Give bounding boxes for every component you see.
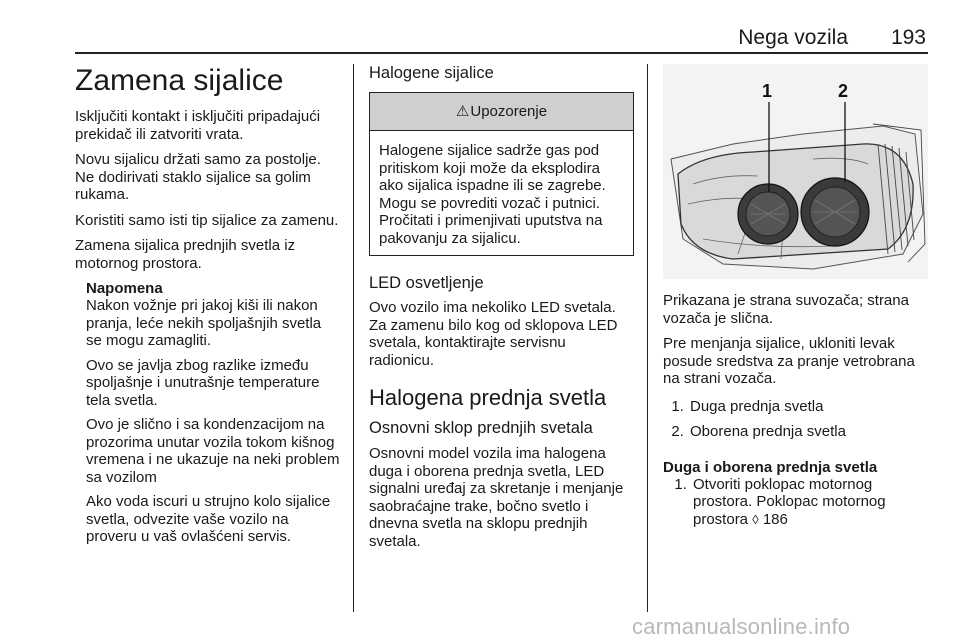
callout-list (663, 398, 928, 441)
watermark: carmanualsonline.info (632, 614, 851, 639)
page-reference-icon: ◊ (752, 511, 759, 527)
paragraph: Ovo vozilo ima nekoliko LED svetala. Za zamenu bilo kog od sklopova LED svetala, kontaktirajte servisnu radionicu. (369, 299, 618, 369)
headlamp-figure (663, 64, 928, 279)
procedure-step (691, 476, 928, 529)
warning-body (370, 131, 633, 255)
paragraph: Pre menjanja sijalice, ukloniti levak posude sredstva za pranje vetrobrana na strani vozača. (663, 335, 915, 387)
page-reference-link[interactable]: 186 (762, 510, 788, 528)
page-header (75, 26, 928, 54)
note-paragraph: Nakon vožnje pri jakoj kiši ili nakon pranja, leće nekih spoljašnjih svetla se mogu zamagliti. (86, 297, 322, 349)
paragraph: Koristiti samo isti tip sijalice za zamenu. (75, 211, 339, 229)
warning-title: Upozorenje (470, 103, 548, 120)
page-number: 193 (890, 26, 926, 49)
paragraph: Zamena sijalica prednjih svetla iz motornog prostora. (75, 237, 296, 272)
column-left (75, 64, 341, 553)
procedure-heading: Duga i oborena prednja svetla (663, 458, 878, 476)
headlamp-illustration (663, 64, 928, 279)
callout-label-1: 1 (762, 81, 773, 101)
paragraph: Osnovni model vozila ima halogena duga i oborena prednja svetla, LED signalni uređaj za skretanje i menjanje saobraćajne trake, bočno svetlo i dnevna svetla na sklopu prednjih svetala. (369, 445, 624, 550)
warning-title-bar (370, 93, 633, 131)
callout-label-2: 2 (838, 81, 849, 101)
note-box (86, 280, 341, 546)
warning-triangle-icon: ⚠ (455, 103, 470, 120)
warning-box (369, 92, 634, 256)
led-heading: LED osvetljenje (369, 274, 484, 292)
column-middle (369, 64, 634, 558)
paragraph: Novu sijalicu držati samo za postolje. Ne dodirivati staklo sijalice sa golim rukama. (75, 151, 321, 203)
step-text: Otvoriti poklopac motornog prostora. Poklopac motornog prostora (693, 475, 886, 528)
section-heading: Halogena prednja svetla (369, 385, 607, 410)
list-item: 1. Duga prednja svetla (688, 398, 928, 416)
subsection-heading: Osnovni sklop prednjih svetala (369, 419, 593, 437)
procedure-steps (663, 476, 928, 529)
page-title: Zamena sijalice (75, 64, 284, 97)
note-paragraph: Ovo se javlja zbog razlike između spoljašnje i unutrašnje temperature tela svetla. (86, 356, 320, 409)
note-paragraph: Ako voda iscuri u strujno kolo sijalice svetla, odvezite vaše vozilo na proveru u vaš ovlašćeni servis. (86, 493, 331, 545)
halogen-bulbs-heading: Halogene sijalice (369, 64, 494, 82)
column-divider (647, 64, 648, 612)
section-title: Nega vozila (738, 26, 848, 49)
note-paragraph: Ovo je slično i sa kondenzacijom na prozorima unutar vozila tokom kišnog vremena i ne ukazuje na neki problem sa vozilom (86, 416, 340, 486)
note-heading: Napomena (86, 280, 163, 297)
figure-caption: Prikazana je strana suvozača; strana vozača je slična. (663, 292, 909, 327)
paragraph: Isključiti kontakt i isključiti pripadajući prekidač ili zatvoriti vrata. (75, 108, 321, 143)
list-item: 2. Oborena prednja svetla (688, 423, 928, 441)
column-divider (353, 64, 354, 612)
warning-text: Halogene sijalice sadrže gas pod pritiskom koji može da eksplodira ako sijalica ispadne ili se zagrebe. Mogu se povrediti vozač i putnici. Pročitati i primenjivati uputstva na pakovanju za sijalicu. (379, 142, 606, 247)
